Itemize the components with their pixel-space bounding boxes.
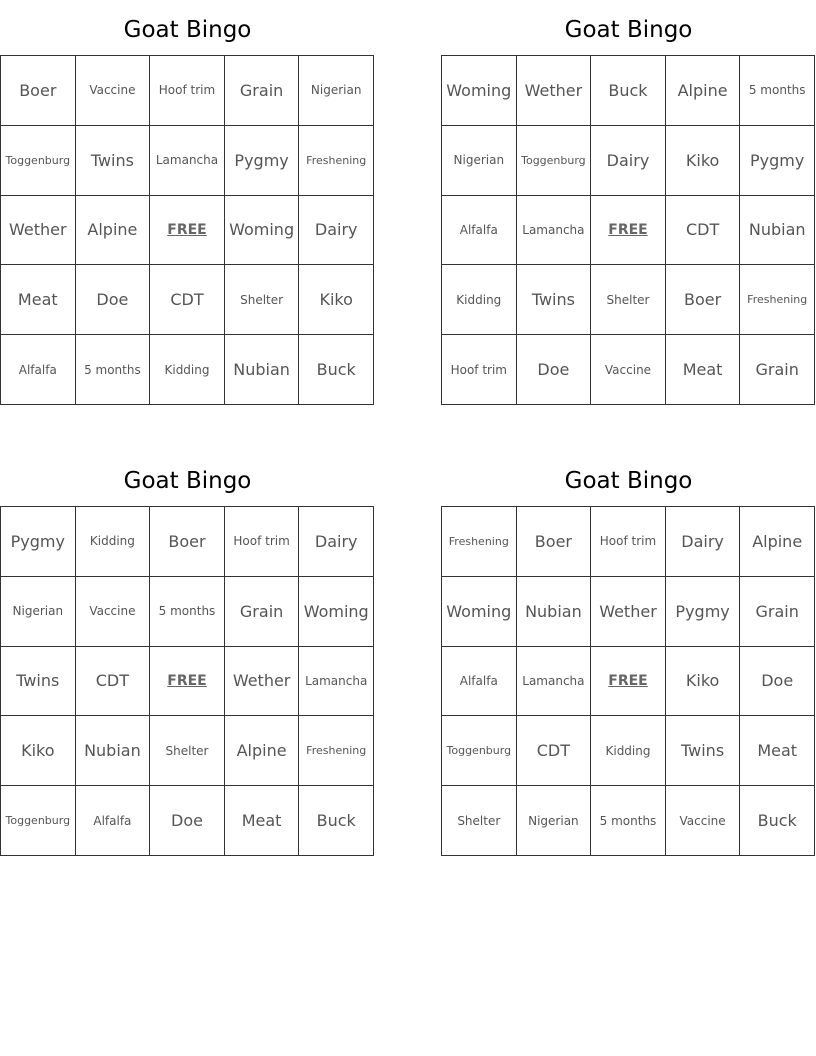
bingo-cell: Grain [225, 577, 300, 647]
bingo-cell: 5 months [591, 786, 666, 856]
bingo-cell: Doe [517, 335, 592, 405]
bingo-cell: Kiko [299, 265, 374, 335]
bingo-cell: Boer [150, 507, 225, 577]
bingo-cell: CDT [666, 196, 741, 266]
bingo-cell: Alfalfa [1, 335, 76, 405]
bingo-cell: CDT [150, 265, 225, 335]
bingo-cell: Kiko [666, 647, 741, 717]
bingo-grid [441, 55, 815, 405]
bingo-cell: Woming [442, 56, 517, 126]
bingo-cell: Buck [299, 786, 374, 856]
bingo-grid [441, 506, 815, 856]
bingo-cell: Hoof trim [225, 507, 300, 577]
bingo-cell: Pygmy [1, 507, 76, 577]
bingo-cell: Woming [299, 577, 374, 647]
bingo-cell: Freshening [442, 507, 517, 577]
bingo-cell: Toggenburg [442, 716, 517, 786]
card-title: Goat Bingo [564, 17, 693, 43]
bingo-cell: Shelter [150, 716, 225, 786]
bingo-cell: Nigerian [1, 577, 76, 647]
bingo-cell: Buck [591, 56, 666, 126]
bingo-cell: Wether [1, 196, 76, 266]
bingo-cell: Nubian [517, 577, 592, 647]
free-space-cell: FREE [591, 196, 666, 266]
bingo-cell: Alfalfa [76, 786, 151, 856]
bingo-cell: Toggenburg [1, 786, 76, 856]
bingo-cell: Hoof trim [591, 507, 666, 577]
bingo-cell: Vaccine [666, 786, 741, 856]
bingo-cell: Vaccine [591, 335, 666, 405]
bingo-cell: Twins [1, 647, 76, 717]
bingo-cell: Wether [517, 56, 592, 126]
bingo-cell: Dairy [299, 196, 374, 266]
bingo-cell: Grain [740, 335, 815, 405]
bingo-cell: Twins [666, 716, 741, 786]
bingo-cell: Grain [740, 577, 815, 647]
bingo-cell: Boer [1, 56, 76, 126]
bingo-cell: Lamancha [517, 647, 592, 717]
bingo-cell: Doe [740, 647, 815, 717]
bingo-cell: Hoof trim [442, 335, 517, 405]
bingo-cell: Woming [225, 196, 300, 266]
bingo-cell: Alpine [666, 56, 741, 126]
bingo-cell: Freshening [299, 126, 374, 196]
bingo-cell: 5 months [740, 56, 815, 126]
bingo-cell: CDT [76, 647, 151, 717]
bingo-cell: Nigerian [299, 56, 374, 126]
bingo-cell: Buck [740, 786, 815, 856]
bingo-cell: Alfalfa [442, 196, 517, 266]
bingo-cell: Pygmy [666, 577, 741, 647]
bingo-cell: Toggenburg [1, 126, 76, 196]
bingo-cell: Doe [76, 265, 151, 335]
bingo-cell: Alpine [740, 507, 815, 577]
free-space-cell: FREE [150, 196, 225, 266]
bingo-cell: Wether [591, 577, 666, 647]
bingo-cell: Dairy [666, 507, 741, 577]
free-space-cell: FREE [150, 647, 225, 717]
bingo-cell: Alpine [225, 716, 300, 786]
bingo-cell: Alfalfa [442, 647, 517, 717]
bingo-cell: Lamancha [517, 196, 592, 266]
bingo-cell: Grain [225, 56, 300, 126]
bingo-cell: Nigerian [517, 786, 592, 856]
bingo-cell: Doe [150, 786, 225, 856]
bingo-cell: Shelter [591, 265, 666, 335]
bingo-cell: Nubian [225, 335, 300, 405]
free-space-cell: FREE [591, 647, 666, 717]
bingo-cell: Kidding [591, 716, 666, 786]
bingo-cell: Dairy [299, 507, 374, 577]
bingo-cell: Kidding [150, 335, 225, 405]
bingo-cell: Boer [666, 265, 741, 335]
bingo-cell: 5 months [150, 577, 225, 647]
bingo-cell: CDT [517, 716, 592, 786]
bingo-cell: Wether [225, 647, 300, 717]
bingo-cell: Hoof trim [150, 56, 225, 126]
bingo-cell: Toggenburg [517, 126, 592, 196]
bingo-cell: Nubian [740, 196, 815, 266]
bingo-cell: Shelter [225, 265, 300, 335]
bingo-cell: Kidding [76, 507, 151, 577]
bingo-cell: Shelter [442, 786, 517, 856]
bingo-cell: Lamancha [299, 647, 374, 717]
bingo-cell: Meat [1, 265, 76, 335]
bingo-cell: Meat [740, 716, 815, 786]
bingo-cell: 5 months [76, 335, 151, 405]
card-title: Goat Bingo [123, 468, 252, 494]
bingo-cell: Vaccine [76, 577, 151, 647]
bingo-grid [0, 55, 374, 405]
bingo-grid [0, 506, 374, 856]
bingo-cell: Meat [666, 335, 741, 405]
bingo-cell: Vaccine [76, 56, 151, 126]
bingo-cell: Lamancha [150, 126, 225, 196]
bingo-cell: Pygmy [225, 126, 300, 196]
bingo-cell: Freshening [740, 265, 815, 335]
bingo-cell: Dairy [591, 126, 666, 196]
bingo-cell: Nigerian [442, 126, 517, 196]
bingo-cell: Woming [442, 577, 517, 647]
bingo-cell: Kidding [442, 265, 517, 335]
card-title: Goat Bingo [564, 468, 693, 494]
bingo-cell: Twins [76, 126, 151, 196]
bingo-cell: Kiko [1, 716, 76, 786]
bingo-cell: Nubian [76, 716, 151, 786]
bingo-cell: Boer [517, 507, 592, 577]
bingo-cell: Meat [225, 786, 300, 856]
bingo-cell: Twins [517, 265, 592, 335]
bingo-cell: Pygmy [740, 126, 815, 196]
bingo-cell: Freshening [299, 716, 374, 786]
bingo-cell: Alpine [76, 196, 151, 266]
card-title: Goat Bingo [123, 17, 252, 43]
bingo-cell: Buck [299, 335, 374, 405]
bingo-cell: Kiko [666, 126, 741, 196]
